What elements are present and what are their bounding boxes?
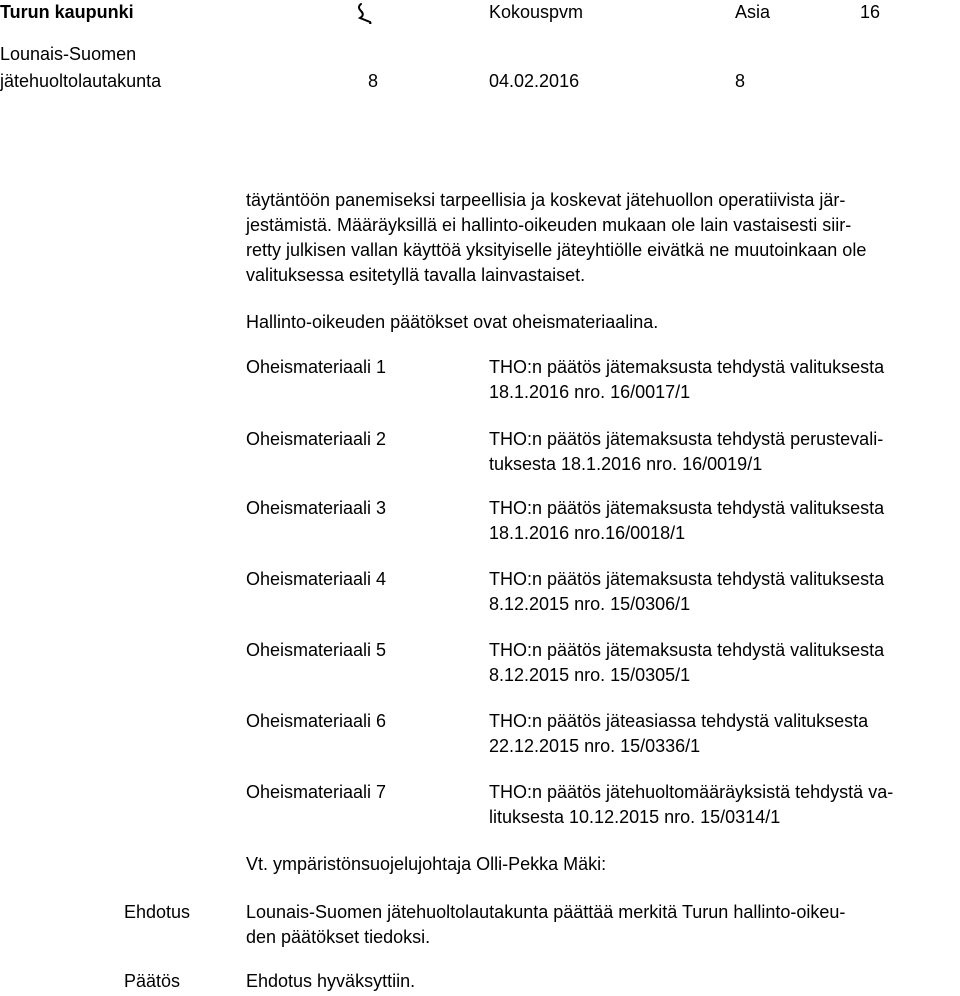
attachment-line: 8.12.2015 nro. 15/0306/1 bbox=[489, 594, 691, 614]
proposal-label: Ehdotus bbox=[124, 902, 191, 922]
item-label: Asia bbox=[735, 2, 771, 22]
handwritten-mark-icon bbox=[355, 2, 375, 31]
attachment-line: THO:n päätös jätemaksusta tehdystä valituksesta bbox=[489, 498, 885, 518]
attachment-description bbox=[489, 780, 893, 830]
attachment-label: Oheismateriaali 5 bbox=[246, 640, 387, 660]
attachment-description bbox=[489, 709, 868, 759]
committee-name-line1: Lounais-Suomen bbox=[0, 44, 137, 64]
decision-text: Ehdotus hyväksyttiin. bbox=[246, 971, 416, 991]
attachment-label: Oheismateriaali 2 bbox=[246, 429, 387, 449]
section-number: 8 bbox=[368, 71, 379, 91]
item-number: 8 bbox=[735, 71, 746, 91]
intro-paragraph bbox=[246, 188, 960, 288]
attachment-description bbox=[489, 567, 884, 617]
attachment-line: THO:n päätös jätehuoltomääräyksistä tehdystä va- bbox=[489, 782, 894, 802]
attachment-description bbox=[489, 496, 884, 546]
page-number: 16 bbox=[860, 2, 881, 22]
meeting-date-label: Kokouspvm bbox=[489, 2, 584, 22]
decisions-note: Hallinto-oikeuden päätökset ovat oheismateriaalina. bbox=[246, 312, 659, 332]
attachment-line: THO:n päätös jätemaksusta tehdystä valituksesta bbox=[489, 640, 885, 660]
meeting-date: 04.02.2016 bbox=[489, 71, 580, 91]
attachment-line: lituksesta 10.12.2015 nro. 15/0314/1 bbox=[489, 807, 781, 827]
attachment-description bbox=[489, 638, 884, 688]
decision-label: Päätös bbox=[124, 971, 181, 991]
proposal-line: den päätökset tiedoksi. bbox=[246, 927, 431, 947]
intro-line: retty julkisen vallan käyttöä yksityiselle jäteyhtiölle eivätkä ne muutoinkaan ole bbox=[246, 240, 867, 260]
attachment-description bbox=[489, 355, 884, 405]
attachment-label: Oheismateriaali 4 bbox=[246, 569, 387, 589]
attachment-line: THO:n päätös jätemaksusta tehdystä valituksesta bbox=[489, 569, 885, 589]
attachment-line: 22.12.2015 nro. 15/0336/1 bbox=[489, 736, 701, 756]
proposal-text bbox=[246, 900, 960, 950]
committee-name-line2: jätehuoltolautakunta bbox=[0, 71, 162, 91]
attachment-line: THO:n päätös jäteasiassa tehdystä valituksesta bbox=[489, 711, 869, 731]
intro-line: jestämistä. Määräyksillä ei hallinto-oikeuden mukaan ole lain vastaisesti siir- bbox=[246, 215, 852, 235]
attachment-line: tuksesta 18.1.2016 nro. 16/0019/1 bbox=[489, 454, 763, 474]
attachment-line: THO:n päätös jätemaksusta tehdystä perustevali- bbox=[489, 429, 884, 449]
attachment-line: 18.1.2016 nro.16/0018/1 bbox=[489, 523, 686, 543]
attachment-line: 8.12.2015 nro. 15/0305/1 bbox=[489, 665, 691, 685]
organization-name: Turun kaupunki bbox=[0, 2, 134, 22]
attachment-line: 18.1.2016 nro. 16/0017/1 bbox=[489, 382, 691, 402]
attachment-label: Oheismateriaali 1 bbox=[246, 357, 387, 377]
intro-line: valituksessa esitetyllä tavalla lainvastaiset. bbox=[246, 265, 586, 285]
attachment-label: Oheismateriaali 6 bbox=[246, 711, 387, 731]
attachment-description bbox=[489, 427, 883, 477]
attachment-label: Oheismateriaali 3 bbox=[246, 498, 387, 518]
attachment-line: THO:n päätös jätemaksusta tehdystä valituksesta bbox=[489, 357, 885, 377]
proposal-line: Lounais-Suomen jätehuoltolautakunta päättää merkitä Turun hallinto-oikeu- bbox=[246, 902, 846, 922]
intro-line: täytäntöön panemiseksi tarpeellisia ja koskevat jätehuollon operatiivista jär- bbox=[246, 190, 846, 210]
presenter-line: Vt. ympäristönsuojelujohtaja Olli-Pekka Mäki: bbox=[246, 854, 607, 874]
attachment-label: Oheismateriaali 7 bbox=[246, 782, 387, 802]
